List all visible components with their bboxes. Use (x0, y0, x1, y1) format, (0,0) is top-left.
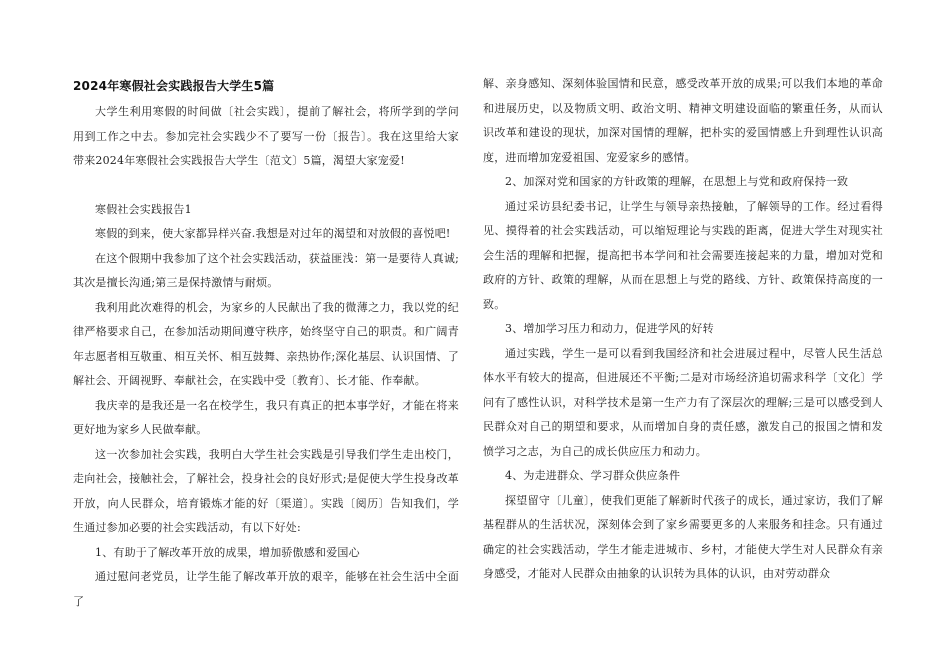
document-title: 2024年寒假社会实践报告大学生5篇 (73, 79, 275, 93)
left-column (73, 72, 459, 614)
intro-paragraph: 大学生利用寒假的时间做〔社会实践〕，提前了解社会，将所学到的学问用到工作之中去。参加完社会实践少不了要写一份〔报告〕。我在这里给大家带来2024年寒假社会实践报告大学生〔范文〕5篇，渴望大家宠爱! (73, 105, 459, 167)
section-heading: 2、加深对党和国家的方针政策的理解，在思想上与党和政府保持一致 (505, 175, 849, 188)
paragraph: 寒假的到来，使大家都异样兴奋.我想是对过年的渴望和对放假的喜悦吧! (95, 227, 451, 240)
paragraph: 我利用此次难得的机会，为家乡的人民献出了我的微薄之力，我以党的纪律严格要求自己，在参加活动期间遵守秩序，始终坚守自己的职责。和广阔青年志愿者相互敬重、相互关怀、相互鼓舞、亲热协作;深化基层、认识国情、了解社会、开阔视野、奉献社会，在实践中受〔教育〕、长才能、作奉献。 (73, 300, 459, 387)
section-heading: 3、增加学习压力和动力，促进学风的好转 (505, 322, 714, 335)
paragraph-continued: 解、亲身感知、深刻体验国情和民意，感受改革开放的成果;可以我们本地的革命和进展历史，以及物质文明、政治文明、精神文明建设面临的繁重任务，从而认识改革和建设的现状，加深对国情的理解，把朴实的爱国情感上升到理性认识高度，进而增加宠爱祖国、宠爱家乡的感情。 (483, 77, 883, 164)
paragraph: 通过采访县纪委书记，让学生与领导亲热接触，了解领导的工作。经过看得见、摸得着的社会实践活动，可以缩短理论与实践的距离，促进大学生对现实社会生活的理解和把握，提高把书本学问和社会需要连接起来的力量，增加对党和政府的方针、政策的理解，从而在思想上与党的路线、方针、政策保持高度的一致。 (483, 199, 883, 311)
paragraph: 这一次参加社会实践，我明白大学生社会实践是引导我们学生走出校门，走向社会，接触社会，了解社会，投身社会的良好形式;是促使大学生投身改革开放，向人民群众，培育锻炼才能的好〔渠道〕。实践〔阅历〕告知我们，学生通过参加必要的社会实践活动，有以下好处: (73, 447, 459, 534)
section-heading: 4、为走进群众、学习群众供应条件 (505, 469, 681, 482)
paragraph: 通过慰问老党员，让学生能了解改革开放的艰辛，能够在社会生活中全面了 (73, 570, 459, 608)
section-heading: 1、有助于了解改革开放的成果，增加骄傲感和爱国心 (95, 545, 360, 559)
right-column (483, 72, 883, 587)
paragraph-spacer (73, 174, 459, 198)
paragraph: 我庆幸的是我还是一名在校学生，我只有真正的把本事学好，才能在将来更好地为家乡人民做奉献。 (73, 398, 459, 436)
report-heading: 寒假社会实践报告1 (95, 202, 192, 216)
paragraph: 通过实践，学生一是可以看到我国经济和社会进展过程中，尽管人民生活总体水平有较大的提高，但进展还不平衡;二是对市场经济追切需求科学〔文化〕学问有了感性认识，对科学技术是第一生产力有了深层次的理解;三是可以感受到人民群众对自己的期望和要求，从而增加自身的责任感，激发自己的报国之情和发愤学习之志，为自己的成长供应压力和动力。 (483, 346, 883, 458)
paragraph: 在这个假期中我参加了这个社会实践活动，获益匪浅：第一是要待人真诚;其次是擅长沟通;第三是保持激情与耐烦。 (73, 251, 459, 289)
paragraph: 探望留守〔儿童〕，使我们更能了解新时代孩子的成长，通过家访，我们了解基程群从的生活状况，深刻体会到了家乡需要更多的人来服务和挂念。只有通过确定的社会实践活动，学生才能走进城市、乡村，才能使大学生对人民群众有亲身感受，才能对人民群众由抽象的认识转为具体的认识，由对劳动群众 (483, 493, 883, 580)
